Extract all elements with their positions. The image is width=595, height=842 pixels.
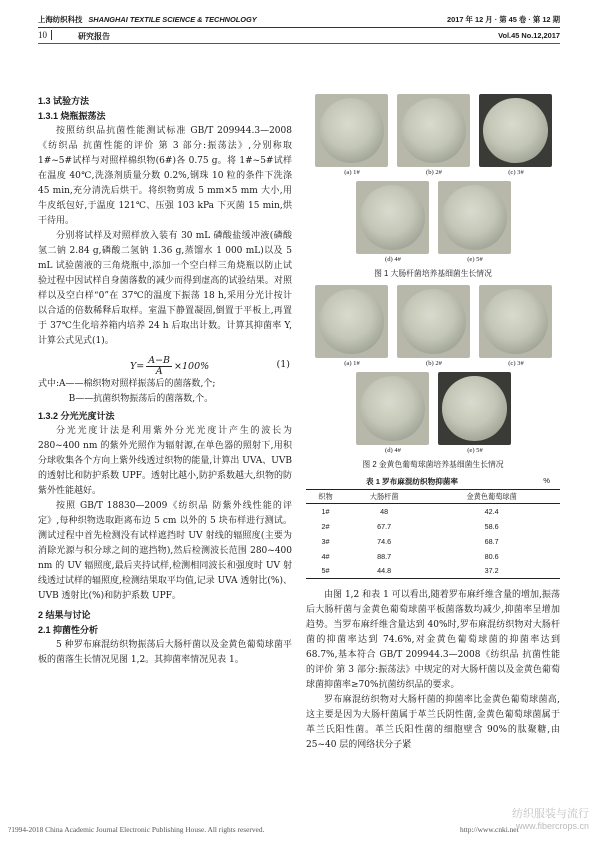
petri-dish bbox=[442, 376, 506, 440]
formula-1 bbox=[38, 353, 292, 375]
table-cell: 68.7 bbox=[484, 536, 499, 546]
table-cell: 42.4 bbox=[484, 506, 499, 516]
header-rule-2 bbox=[38, 43, 560, 44]
table-cell: 58.6 bbox=[484, 521, 499, 531]
formula-fraction bbox=[146, 356, 172, 377]
petri-dish bbox=[401, 98, 465, 162]
table-header: 大肠杆菌 bbox=[345, 490, 423, 504]
paragraph: 分光光度计法是利用紫外分光光度计产生的波长为 280~400 nm 的紫外光照作为辐射源,在单色器的照射下,用积分球收集各个方向上紫外线透过织物的能量,计算出 UVA、UVB 的透射比和防护系数 UPF。透射比越小,防护系数越大,织物的防紫外性能越好。 bbox=[38, 426, 292, 496]
fig2-photo-a bbox=[315, 285, 388, 358]
heading-2: 2 结果与讨论 bbox=[38, 610, 91, 620]
table-header: 金黄色葡萄球菌 bbox=[423, 490, 560, 504]
table-cell: 2# bbox=[321, 521, 330, 531]
formula-number: (1) bbox=[276, 359, 290, 370]
table-cell: 48 bbox=[380, 506, 389, 516]
fig2-photo-b bbox=[397, 285, 470, 358]
petri-dish bbox=[360, 185, 424, 249]
paragraph: 分别将试样及对照样放入装有 30 mL 磷酸盐缓冲液(磷酸氢二钠 2.84 g,磷酸二氢钠 1.36 g,蒸馏水 1 000 mL)以及 5 mL 试验菌液的三角烧瓶中,添加一个空白样三角烧瓶以防止试验过程中因试样自身菌落数的减少而得到虚高的试验结果。对照样以及空白样“0”在 37℃的温度下振荡 18 h,采用分光计按计以合适的倍数稀释后取样。室温下静置凝固,倒置于平板上,再置于 37℃生化培养箱内培养 24 h 后取出计数。计算其抑菌率 Y,计算公式见式(1)。 bbox=[38, 231, 292, 346]
fig2-caption-d: (d) 4# bbox=[385, 447, 401, 454]
fig1-photo-a bbox=[315, 94, 388, 167]
petri-dish bbox=[319, 289, 383, 353]
formula-rhs: ×100% bbox=[174, 361, 210, 372]
header-rule bbox=[38, 27, 560, 28]
journal-name: 上海纺织科技 SHANGHAI TEXTILE SCIENCE & TECHNOLOGY bbox=[38, 15, 257, 24]
petri-dish bbox=[360, 376, 424, 440]
footer-url: http://www.cnki.net bbox=[460, 825, 519, 834]
left-column bbox=[38, 92, 292, 668]
fig1-photo-e bbox=[438, 181, 511, 254]
copyright-text: ?1994-2018 China Academic Journal Electronic Publishing House. All rights reserved. bbox=[8, 825, 265, 834]
fig2-photo-e bbox=[438, 372, 511, 445]
table-cell: 1# bbox=[321, 506, 330, 516]
definition-b: B——抗菌织物振荡后的菌落数,个。 bbox=[68, 394, 214, 404]
formula-numerator: A−B bbox=[148, 355, 171, 366]
paragraph: 罗布麻混纺织物对大肠杆菌的抑菌率比金黄色葡萄球菌高,这主要是因为大肠杆菌属于革兰氏阴性菌,金黄色葡萄球菌属于革兰氏阳性菌。革兰氏阳性菌的细胞壁含 90%的肽聚糖,由 25~40 层的网络状分子紧 bbox=[306, 695, 560, 750]
heading-2-1: 2.1 抑菌性分析 bbox=[38, 625, 99, 635]
section-name: 研究报告 bbox=[78, 32, 110, 41]
petri-dish bbox=[319, 98, 383, 162]
heading-1-3-2: 1.3.2 分光光度计法 bbox=[38, 411, 115, 421]
fig2-caption-b: (b) 2# bbox=[426, 360, 442, 367]
page-number: 10 bbox=[38, 30, 52, 40]
table-row bbox=[306, 519, 560, 534]
fig2-title: 图 2 金黄色葡萄球菌培养基细菌生长情况 bbox=[362, 460, 504, 469]
issue-info: 2017 年 12 月 · 第 45 卷 · 第 12 期 bbox=[447, 15, 560, 24]
table-header-row bbox=[306, 490, 560, 504]
watermark-url: www.fibercrops.cn bbox=[515, 821, 589, 831]
watermark-text: 纺织服装与流行 bbox=[512, 808, 589, 820]
table-cell: 4# bbox=[321, 551, 330, 561]
heading-1-3: 1.3 试验方法 bbox=[38, 96, 90, 106]
fig1-caption-a: (a) 1# bbox=[344, 169, 360, 176]
definition-a: 式中:A——棉织物对照样振荡后的菌落数,个; bbox=[38, 379, 216, 389]
petri-dish bbox=[483, 98, 547, 162]
footer bbox=[8, 825, 595, 834]
volume-info: Vol.45 No.12,2017 bbox=[498, 31, 560, 40]
table-cell: 3# bbox=[321, 536, 330, 546]
formula-denominator: A bbox=[155, 366, 163, 377]
fig1-photo-b bbox=[397, 94, 470, 167]
table-cell: 88.7 bbox=[377, 551, 392, 561]
fig2-photo-c bbox=[479, 285, 552, 358]
table1-title: 表 1 罗布麻混纺织物抑菌率 bbox=[366, 477, 458, 486]
table-header: 织物 bbox=[306, 490, 345, 504]
fig1-photo-d bbox=[356, 181, 429, 254]
paragraph: 按照纺织品抗菌性能测试标准 GB/T 209944.3—2008《纺织品 抗菌性能的评价 第 3 部分:振荡法》,分别称取 1#~5#试样与对照样棉织物(6#)各 0.75 g。将 1#~5#试样在温度 40℃,洗涤剂质量分数 0.2%,钢珠 10 粒的条件下洗涤 45 min,充分清洗后烘干。将织物剪成 5 mm×5 mm 大小,用牛皮纸包好,于温度 121℃、压强 103 kPa 下灭菌 15 min,烘干待用。 bbox=[38, 126, 292, 226]
table-cell: 74.6 bbox=[377, 536, 392, 546]
table-row bbox=[306, 504, 560, 519]
formula-lhs: Y= bbox=[130, 361, 145, 372]
table-row bbox=[306, 549, 560, 564]
journal-header bbox=[38, 14, 560, 28]
paragraph: 由图 1,2 和表 1 可以看出,随着罗布麻纤维含量的增加,振荡后大肠杆菌与金黄色葡萄球菌平板菌落数均减少,抑菌率呈增加趋势。当罗布麻纤维含量达到 40%时,罗布麻混纺织物对大肠杆菌的抑菌率达到 74.6%,对金黄色葡萄球菌的抑菌率达到 68.7%,基本符合 GB/T 209944.3—2008《纺织品 抗菌性能的评价 第 3 部分:振荡法》中规定的对大肠杆菌以及金黄色葡萄球菌抑菌率≥70%抗菌纺织品的要求。 bbox=[306, 590, 560, 690]
table-cell: 44.8 bbox=[345, 564, 423, 579]
fig1-photo-c bbox=[479, 94, 552, 167]
table-row bbox=[306, 534, 560, 549]
table-cell: 80.6 bbox=[484, 551, 499, 561]
heading-1-3-1: 1.3.1 烧瓶振荡法 bbox=[38, 111, 106, 121]
fig1-title: 图 1 大肠杆菌培养基细菌生长情况 bbox=[374, 269, 492, 278]
fig1-caption-b: (b) 2# bbox=[426, 169, 442, 176]
paragraph: 5 种罗布麻混纺织物振荡后大肠杆菌以及金黄色葡萄球菌平板的菌落生长情况见图 1,2。其抑菌率情况见表 1。 bbox=[38, 640, 292, 665]
petri-dish bbox=[401, 289, 465, 353]
fig2-caption-c: (c) 3# bbox=[508, 360, 524, 367]
watermark bbox=[512, 808, 589, 832]
fig2-caption-e: (e) 5# bbox=[467, 447, 483, 454]
running-header bbox=[38, 30, 560, 44]
table-cell: 67.7 bbox=[377, 521, 392, 531]
fig2-caption-a: (a) 1# bbox=[344, 360, 360, 367]
table1-unit: % bbox=[543, 476, 550, 485]
table1 bbox=[306, 489, 560, 579]
fig2-photo-d bbox=[356, 372, 429, 445]
fig1-caption-d: (d) 4# bbox=[385, 256, 401, 263]
table-cell: 5# bbox=[306, 564, 345, 579]
table-cell: 37.2 bbox=[423, 564, 560, 579]
petri-dish bbox=[483, 289, 547, 353]
right-column-text bbox=[306, 588, 560, 753]
paragraph: 按照 GB/T 18830—2009《纺织品 防紫外线性能的评定》,每种织物选取距离布边 5 cm 以外的 5 块布样进行测试。测试过程中首先检测没有试样遮挡时 UV 射线的辐照度(主要为消除光源与积分球之间的遮挡物),然后检测波长范围 280~400 nm 的 UV 辐照度,最后夹持试样,检测相同波长和强度时 UV 射线透过试样的辐照度,检测结果取平均值,记录 UVA 透射比(%)、UVB 透射比(%)和防护系数 UPF。 bbox=[38, 501, 292, 601]
fig1-caption-e: (e) 5# bbox=[467, 256, 483, 263]
fig1-caption-c: (c) 3# bbox=[508, 169, 524, 176]
table-row bbox=[306, 564, 560, 579]
petri-dish bbox=[442, 185, 506, 249]
